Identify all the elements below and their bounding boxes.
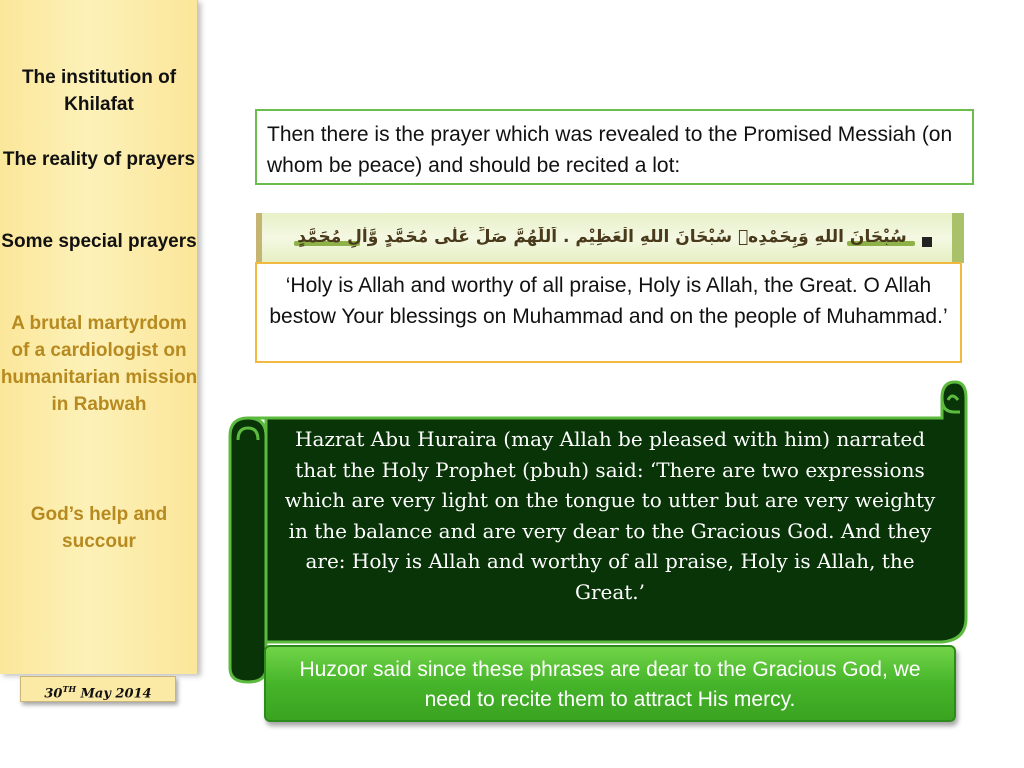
huzoor-note-box: [264, 645, 956, 722]
date-rest: May 2014: [80, 686, 152, 702]
hadith-text: Hazrat Abu Huraira (may Allah be pleased with him) narrated that the Holy Prophet (pbuh) said: ‘There are two expressions which are very light on the tongue to utter but are very weighty in the balance and are very dear to the Gracious God. And they are: Holy is Allah and worthy of all praise, Holy is Allah, the Great.’: [284, 427, 936, 604]
huzoor-note-text: Huzoor said since these phrases are dear to the Gracious God, we need to recite them to attract His mercy.: [299, 658, 921, 711]
date-badge: [20, 676, 176, 702]
sidebar-item-martyrdom[interactable]: A brutal martyrdom of a cardiologist on humanitarian mission in Rabwah: [0, 313, 198, 415]
sidebar-panel: [0, 0, 198, 674]
sidebar-item-khilafat[interactable]: The institution of Khilafat: [21, 67, 177, 115]
sidebar-item-reality-of-prayers[interactable]: The reality of prayers: [2, 149, 196, 170]
date-suffix: TH: [62, 684, 76, 694]
sidebar-item-special-prayers[interactable]: Some special prayers: [1, 231, 197, 252]
intro-text-box: [255, 109, 974, 185]
arabic-prayer-text: سُبْحَانَ اللهِ وَبِحَمْدِهٖ سُبْحَانَ اللهِ الْعَظِيْم . اَللّٰهُمَّ صَلِّ عَلٰى مُحَمَّدٍ وَّاٰلِ مُحَمَّدٍ: [297, 227, 907, 247]
sidebar-item-gods-help[interactable]: God’s help and succour: [30, 504, 168, 552]
bullet-square-icon: [922, 237, 932, 247]
arabic-prayer-strip: [256, 213, 964, 263]
translation-text-box: [255, 262, 962, 363]
date-day: 30: [44, 686, 63, 702]
translation-text: ‘Holy is Allah and worthy of all praise, Holy is Allah, the Great. O Allah bestow Your blessings on Muhammad and on the people of Muhammad.’: [269, 274, 948, 328]
intro-text: Then there is the prayer which was revealed to the Promised Messiah (on whom be peace) and should be recited a lot:: [267, 123, 953, 177]
